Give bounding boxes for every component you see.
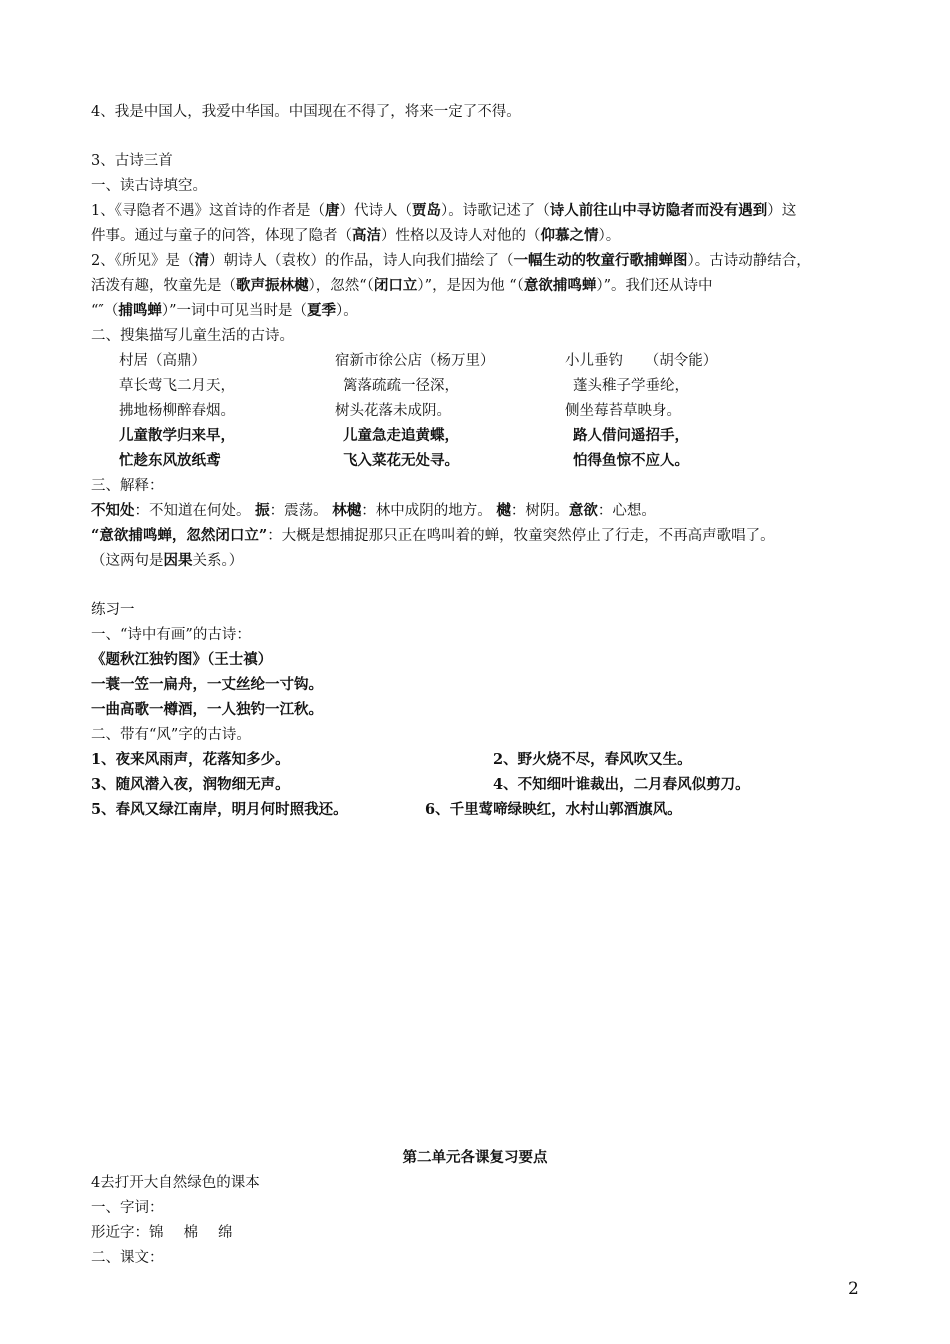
q2-answer-a3: 歌声振林樾 bbox=[236, 277, 309, 294]
poem2-title: 宿新市徐公店（杨万里） bbox=[335, 353, 495, 369]
poem2-line: 树头花落未成阴。 bbox=[335, 403, 451, 419]
q1-text: ）这 bbox=[767, 203, 797, 219]
poem2-line: 飞入菜花无处寻。 bbox=[343, 452, 459, 469]
q1-answer-dynasty: 唐 bbox=[324, 202, 340, 219]
similar-char: 棉 bbox=[183, 1225, 198, 1241]
q2-line3 bbox=[91, 301, 358, 321]
gloss-term: 振 bbox=[255, 502, 270, 519]
q2-answer-a5: 意欲捕鸣蝉 bbox=[523, 277, 597, 294]
poem1-title: 村居（高鼎） bbox=[119, 353, 206, 369]
gloss-term: 樾 bbox=[496, 502, 511, 519]
q2-text: 2、《所见》是（ bbox=[91, 253, 195, 269]
q1-text: ）性格以及诗人对他的（ bbox=[381, 228, 541, 244]
unit2-sec1: 一、字词： bbox=[91, 1200, 164, 1216]
similar-char: 锦 bbox=[149, 1225, 164, 1241]
wind-poem-line: 3、随风潜入夜，润物细无声。 bbox=[91, 776, 290, 793]
poem1-line: 草长莺飞二月天， bbox=[119, 378, 235, 394]
page-number: 2 bbox=[848, 1279, 859, 1299]
wind-poem-line: 1、夜来风雨声，花落知多少。 bbox=[91, 751, 290, 768]
q1-text: 1、《寻隐者不遇》这首诗的作者是（ bbox=[91, 203, 325, 219]
lesson3-sec1: 一、读古诗填空。 bbox=[91, 178, 207, 194]
similar-chars-line bbox=[91, 1223, 233, 1243]
explain-text: （这两句是 bbox=[91, 553, 164, 569]
poem1-line: 儿童散学归来早， bbox=[119, 427, 235, 444]
gloss-def: ：心想。 bbox=[597, 503, 656, 519]
explain-def: ：大概是想捕捉那只正在鸣叫着的蝉，牧童突然停止了行走，不再高声歌唱了。 bbox=[267, 528, 775, 544]
q2-answer-dynasty: 清 bbox=[194, 252, 209, 269]
q2-line1 bbox=[91, 251, 811, 271]
similar-label: 形近字： bbox=[91, 1225, 149, 1241]
poem3-line: 路人借问遥招手， bbox=[573, 427, 689, 444]
q2-answer-scene: 一幅生动的牧童行歌捕蝉图 bbox=[513, 252, 688, 269]
q2-answer-a6: 捕鸣蝉 bbox=[118, 302, 162, 319]
lesson3-sec3: 三、解释： bbox=[91, 478, 164, 494]
q1-answer-poet: 贾岛 bbox=[411, 202, 441, 219]
q1-text: 件事。通过与童子的问答，体现了隐者（ bbox=[91, 228, 352, 244]
q1-text: ）代诗人（ bbox=[339, 203, 412, 219]
q1-text: ）。诗歌记述了（ bbox=[440, 203, 550, 219]
q2-text: ），忽然“（ bbox=[308, 278, 374, 294]
poem3-line: 侧坐莓苔草映身。 bbox=[565, 403, 681, 419]
q1-line2 bbox=[91, 226, 620, 246]
exercise1-poem-title: 《题秋江独钓图》（王士禛） bbox=[91, 651, 273, 668]
exercise1-poem-line: 一曲高歌一樽酒，一人独钓一江秋。 bbox=[91, 701, 323, 718]
unit2-sec2: 二、课文： bbox=[91, 1250, 164, 1266]
gloss-def: ：林中成阴的地方。 bbox=[361, 503, 497, 519]
q2-text: ）”，是因为他 “（ bbox=[417, 278, 524, 294]
poem2-line: 篱落疏疏一径深， bbox=[343, 378, 459, 394]
poem2-line: 儿童急走追黄蝶， bbox=[343, 427, 459, 444]
lesson3-title: 3、古诗三首 bbox=[91, 153, 173, 169]
wind-poem-line: 4、不知细叶谁裁出，二月春风似剪刀。 bbox=[493, 776, 750, 793]
wind-poem-line: 5、春风又绿江南岸，明月何时照我还。 bbox=[91, 801, 348, 818]
line-top: 4、我是中国人，我爱中华国。中国现在不得了，将来一定了不得。 bbox=[91, 104, 521, 120]
explain-line2 bbox=[91, 551, 243, 571]
wind-poem-line: 6、千里莺啼绿映红，水村山郭酒旗风。 bbox=[425, 801, 682, 818]
q2-text: ）。 bbox=[336, 303, 358, 319]
unit2-lesson-title: 4去打开大自然绿色的课本 bbox=[91, 1175, 260, 1191]
lesson3-sec2: 二、搜集描写儿童生活的古诗。 bbox=[91, 328, 294, 344]
gloss-def: ：不知道在何处。 bbox=[134, 503, 256, 519]
q1-answer-feeling: 仰慕之情 bbox=[540, 227, 599, 244]
q2-text: 活泼有趣，牧童先是（ bbox=[91, 278, 236, 294]
q1-line1 bbox=[91, 201, 796, 221]
q2-text: ）。古诗动静结合， bbox=[687, 253, 811, 269]
poem3-line: 蓬头稚子学垂纶， bbox=[573, 378, 689, 394]
q1-text: ）。 bbox=[598, 228, 621, 244]
poem1-line: 拂地杨柳醉春烟。 bbox=[119, 403, 235, 419]
gloss-line bbox=[91, 501, 656, 521]
poem3-line: 怕得鱼惊不应人。 bbox=[573, 452, 689, 469]
q2-line2 bbox=[91, 276, 713, 296]
q2-answer-season: 夏季 bbox=[307, 302, 337, 319]
q2-text: “″（ bbox=[91, 303, 119, 319]
gloss-term: 林樾 bbox=[332, 502, 362, 519]
exercise1-sec2: 二、带有“风”字的古诗。 bbox=[91, 727, 251, 743]
q2-answer-a4: 闭口立 bbox=[373, 277, 418, 294]
gloss-def: ：树阴。 bbox=[510, 503, 569, 519]
exercise1-sec1: 一、“诗中有画”的古诗： bbox=[91, 627, 251, 643]
gloss-def: ：震荡。 bbox=[269, 503, 333, 519]
gloss-term: 意欲 bbox=[568, 502, 598, 519]
unit2-heading: 第二单元各课复习要点 bbox=[402, 1149, 548, 1166]
poem1-line: 忙趁东风放纸鸢 bbox=[119, 452, 221, 469]
q2-text: ）”。我们还从诗中 bbox=[596, 278, 713, 294]
explain-relation: 因果 bbox=[163, 552, 193, 569]
explain-line1 bbox=[91, 526, 775, 546]
poem3-title: 小儿垂钓 （胡令能） bbox=[565, 353, 718, 369]
q1-answer-event: 诗人前往山中寻访隐者而没有遇到 bbox=[549, 202, 768, 219]
q2-text: ）朝诗人（袁枚）的作品，诗人向我们描绘了（ bbox=[208, 253, 514, 269]
wind-poem-line: 2、野火烧不尽，春风吹又生。 bbox=[493, 751, 692, 768]
gloss-term: 不知处 bbox=[91, 502, 135, 519]
explain-text: 关系。） bbox=[192, 553, 244, 569]
explain-term: “意欲捕鸣蝉，忽然闭口立” bbox=[91, 527, 268, 544]
similar-char: 绵 bbox=[218, 1225, 233, 1241]
exercise1-title: 练习一 bbox=[91, 602, 135, 618]
exercise1-poem-line: 一蓑一笠一扁舟，一丈丝纶一寸钩。 bbox=[91, 676, 323, 693]
q2-text: ）”一词中可见当时是（ bbox=[161, 303, 308, 319]
q1-answer-trait: 高洁 bbox=[352, 227, 381, 244]
